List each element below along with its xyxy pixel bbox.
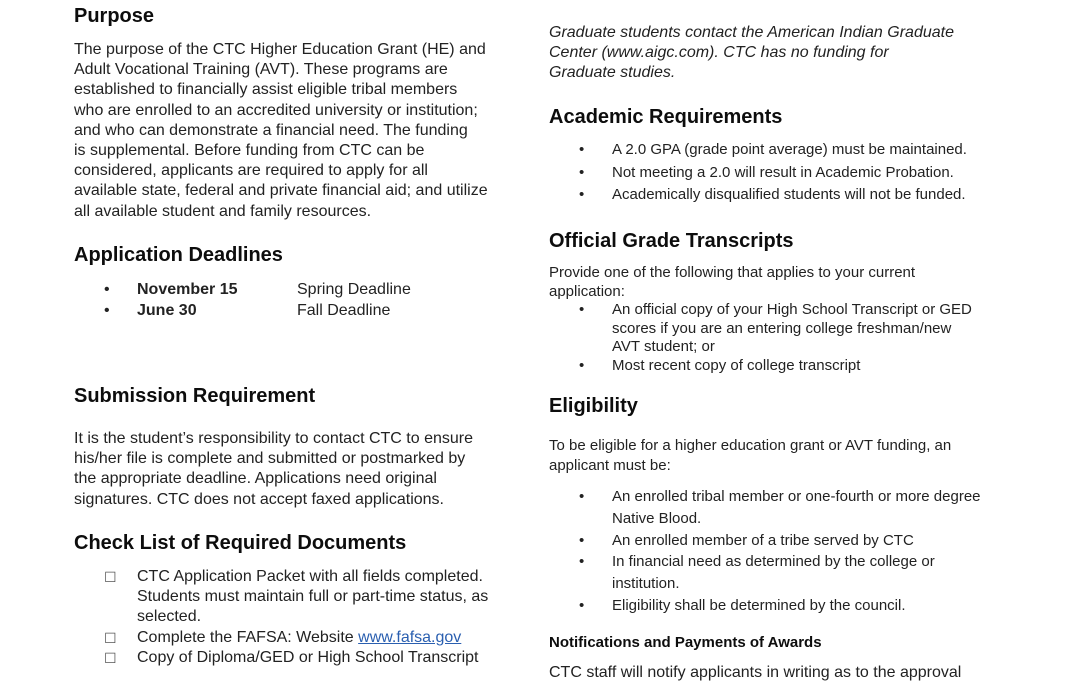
- eligibility-item: [579, 595, 981, 617]
- checkbox-icon[interactable]: ☐: [104, 569, 117, 585]
- bullet-icon: •: [104, 281, 110, 298]
- graduate-line: Graduate students contact the American Indian Graduate: [549, 24, 954, 41]
- purpose-line: available state, federal and private financial aid; and utilize: [74, 182, 488, 200]
- notifications-line: CTC staff will notify applicants in writing as to the approval: [549, 664, 962, 681]
- checkbox-icon[interactable]: ☐: [104, 629, 117, 646]
- eligibility-intro-line: applicant must be:: [549, 456, 671, 474]
- eligibility-line: In financial need as determined by the college or: [612, 553, 935, 571]
- purpose-line: established to financially assist eligible tribal members: [74, 81, 458, 99]
- transcripts-intro-line: Provide one of the following that applies to your current: [549, 264, 916, 281]
- fafsa-link[interactable]: www.fafsa.gov: [358, 628, 462, 646]
- transcripts-item: [579, 357, 972, 376]
- graduate-line: Center (www.aigc.com). CTC has no funding for: [549, 44, 889, 62]
- transcripts-line: Most recent copy of college transcript: [612, 356, 861, 374]
- graduate-note: [549, 23, 954, 84]
- checkbox-icon[interactable]: ☐: [104, 649, 117, 666]
- bullet-icon: •: [579, 163, 585, 181]
- eligibility-heading: Eligibility: [549, 395, 638, 417]
- bullet-icon: •: [579, 356, 585, 374]
- bullet-icon: •: [579, 186, 585, 203]
- checklist-item[interactable]: [104, 628, 544, 648]
- deadline-date: November 15: [137, 281, 238, 298]
- submission-line: the appropriate deadline. Applications need original: [74, 470, 437, 488]
- academic-text: Not meeting a 2.0 will result in Academic Probation.: [612, 163, 954, 181]
- academic-list: [579, 141, 967, 209]
- transcripts-intro-line: application:: [549, 282, 625, 300]
- bullet-icon: •: [579, 141, 585, 158]
- checklist-line: Students must maintain full or part-time status, as: [137, 588, 489, 606]
- submission-line: his/her file is complete and submitted or postmarked by: [74, 450, 466, 468]
- academic-item: [579, 141, 967, 164]
- purpose-line: is supplemental. Before funding from CTC can be: [74, 142, 425, 160]
- bullet-icon: •: [104, 302, 110, 319]
- academic-text: Academically disqualified students will not be funded.: [612, 186, 966, 203]
- bullet-icon: •: [579, 488, 585, 505]
- eligibility-item: [579, 551, 981, 595]
- deadline-label: Spring Deadline: [297, 281, 411, 298]
- eligibility-intro-line: To be eligible for a higher education grant or AVT funding, an: [549, 437, 952, 454]
- academic-item: [579, 186, 967, 209]
- academic-item: [579, 164, 967, 187]
- deadlines-heading: Application Deadlines: [74, 244, 283, 266]
- eligibility-intro: [549, 436, 951, 475]
- bullet-icon: •: [579, 596, 585, 614]
- submission-heading: Submission Requirement: [74, 385, 316, 407]
- deadline-item: [104, 280, 504, 301]
- purpose-line: and who can demonstrate a financial need. The funding: [74, 121, 468, 139]
- submission-line: signatures. CTC does not accept faxed applications.: [74, 490, 444, 508]
- eligibility-line: An enrolled member of a tribe served by CTC: [612, 531, 914, 549]
- graduate-line: Graduate studies.: [549, 64, 676, 82]
- transcripts-line: AVT student; or: [612, 338, 715, 355]
- eligibility-item: [579, 530, 981, 552]
- academic-text: A 2.0 GPA (grade point average) must be maintained.: [612, 141, 967, 158]
- checklist-item[interactable]: [104, 567, 544, 628]
- bullet-icon: •: [579, 531, 585, 549]
- eligibility-item: [579, 486, 981, 530]
- notifications-heading: Notifications and Payments of Awards: [549, 634, 822, 651]
- transcripts-intro: [549, 264, 915, 301]
- purpose-line: Adult Vocational Training (AVT). These programs are: [74, 61, 448, 79]
- notifications-body: [549, 663, 961, 683]
- checklist-heading: Check List of Required Documents: [74, 532, 407, 554]
- checklist-line: selected.: [137, 608, 202, 626]
- checklist-line: CTC Application Packet with all fields completed.: [137, 568, 483, 585]
- checklist-item[interactable]: [104, 648, 544, 668]
- eligibility-line: Native Blood.: [612, 509, 702, 527]
- purpose-body: [74, 40, 488, 222]
- submission-body: [74, 429, 473, 510]
- checklist-line: Copy of Diploma/GED or High School Transcript: [137, 648, 479, 666]
- purpose-line: considered, applicants are required to apply for all: [74, 162, 428, 180]
- academic-heading: Academic Requirements: [549, 106, 783, 128]
- bullet-icon: •: [579, 553, 585, 571]
- eligibility-line: institution.: [612, 575, 680, 593]
- bullet-icon: •: [579, 301, 585, 318]
- purpose-line: The purpose of the CTC Higher Education Grant (HE) and: [74, 41, 486, 58]
- purpose-line: who are enrolled to an accredited university or institution;: [74, 101, 478, 119]
- submission-line: It is the student’s responsibility to contact CTC to ensure: [74, 430, 474, 447]
- transcripts-list: [579, 301, 972, 375]
- deadlines-list: [104, 280, 504, 322]
- deadline-label: Fall Deadline: [297, 302, 391, 319]
- eligibility-list: [579, 486, 981, 617]
- deadline-date: June 30: [137, 302, 197, 319]
- checklist: [104, 567, 544, 668]
- checklist-text: Complete the FAFSA: Website: [137, 628, 359, 646]
- transcripts-heading: Official Grade Transcripts: [549, 230, 794, 252]
- purpose-line: all available student and family resources.: [74, 202, 372, 220]
- purpose-heading: Purpose: [74, 5, 155, 27]
- deadline-item: [104, 301, 504, 322]
- transcripts-item: [579, 301, 972, 357]
- transcripts-line: An official copy of your High School Transcript or GED: [612, 301, 972, 318]
- eligibility-line: Eligibility shall be determined by the council.: [612, 596, 906, 614]
- eligibility-line: An enrolled tribal member or one-fourth or more degree: [612, 488, 981, 505]
- transcripts-line: scores if you are an entering college freshman/new: [612, 319, 952, 337]
